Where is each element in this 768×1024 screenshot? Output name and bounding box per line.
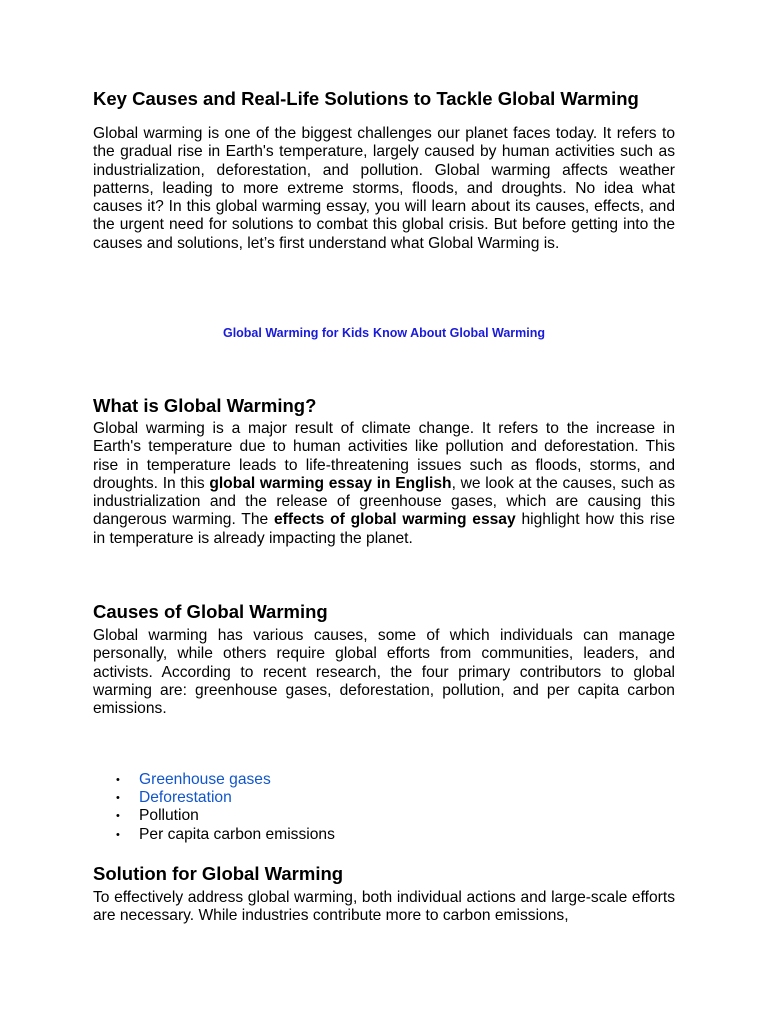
what-is-bold-2: effects of global warming essay — [274, 511, 516, 529]
bullet-icon: • — [116, 810, 120, 823]
causes-list — [93, 771, 335, 844]
what-is-text-3: highlight how this rise in temperature is already impacting the planet. — [93, 511, 676, 547]
bullet-icon: • — [116, 792, 120, 805]
article-title: Key Causes and Real-Life Solutions to Tackle Global Warming — [93, 88, 639, 109]
what-is-text-1: Global warming is a major result of climate change. It refers to the increase in Earth's temperature due to human activities like pollution and deforestation. This rise in temperature leads to life-threatening issues such as floods, storms, and droughts. In this — [93, 420, 675, 492]
list-item-pollution: Pollution — [139, 807, 199, 825]
list-item — [93, 771, 335, 789]
bullet-icon: • — [116, 828, 120, 841]
causes-paragraph: Global warming has various causes, some of which individuals can manage personally, while others require global efforts from communities, leaders, and activists. According to recent research, the four primary contributors to global warming are: greenhouse gases, deforestation, pollution, and per capita carbon emissions. — [93, 627, 675, 718]
list-item — [93, 789, 335, 807]
list-item-per-capita: Per capita carbon emissions — [139, 825, 335, 843]
list-item — [93, 826, 335, 844]
link-know-about-global-warming[interactable]: Know About Global Warming — [373, 326, 546, 340]
what-is-paragraph — [93, 420, 675, 548]
link-deforestation[interactable]: Deforestation — [139, 789, 232, 807]
bullet-icon: • — [116, 774, 120, 786]
link-global-warming-for-kids[interactable]: Global Warming for Kids — [222, 326, 370, 340]
intro-paragraph: Global warming is one of the biggest challenges our planet faces today. It refers to the gradual rise in Earth's temperature, largely caused by human activities such as industrialization, deforestation, and pollution. Global warming affects weather patterns, leading to more extreme storms, floods, and droughts. No idea what causes it? In this global warming essay, you will learn about its causes, effects, and the urgent need for solutions to combat this global crisis. But before getting into the causes and solutions, let’s first understand what Global Warming is. — [93, 125, 675, 252]
solution-paragraph: To effectively address global warming, both individual actions and large-scale efforts are necessary. While industries contribute more to carbon emissions, — [93, 889, 675, 925]
link-greenhouse-gases[interactable]: Greenhouse gases — [139, 771, 271, 788]
what-is-text-2: , we look at the causes, such as industrialization and the release of greenhouse gases, which are causing this dangerous warming. The — [93, 474, 675, 529]
related-links — [93, 324, 675, 342]
what-is-heading: What is Global Warming? — [93, 395, 317, 416]
what-is-bold-1: global warming essay in English — [209, 474, 452, 492]
list-item — [93, 807, 335, 825]
solution-heading: Solution for Global Warming — [93, 863, 344, 884]
causes-heading: Causes of Global Warming — [93, 601, 328, 622]
